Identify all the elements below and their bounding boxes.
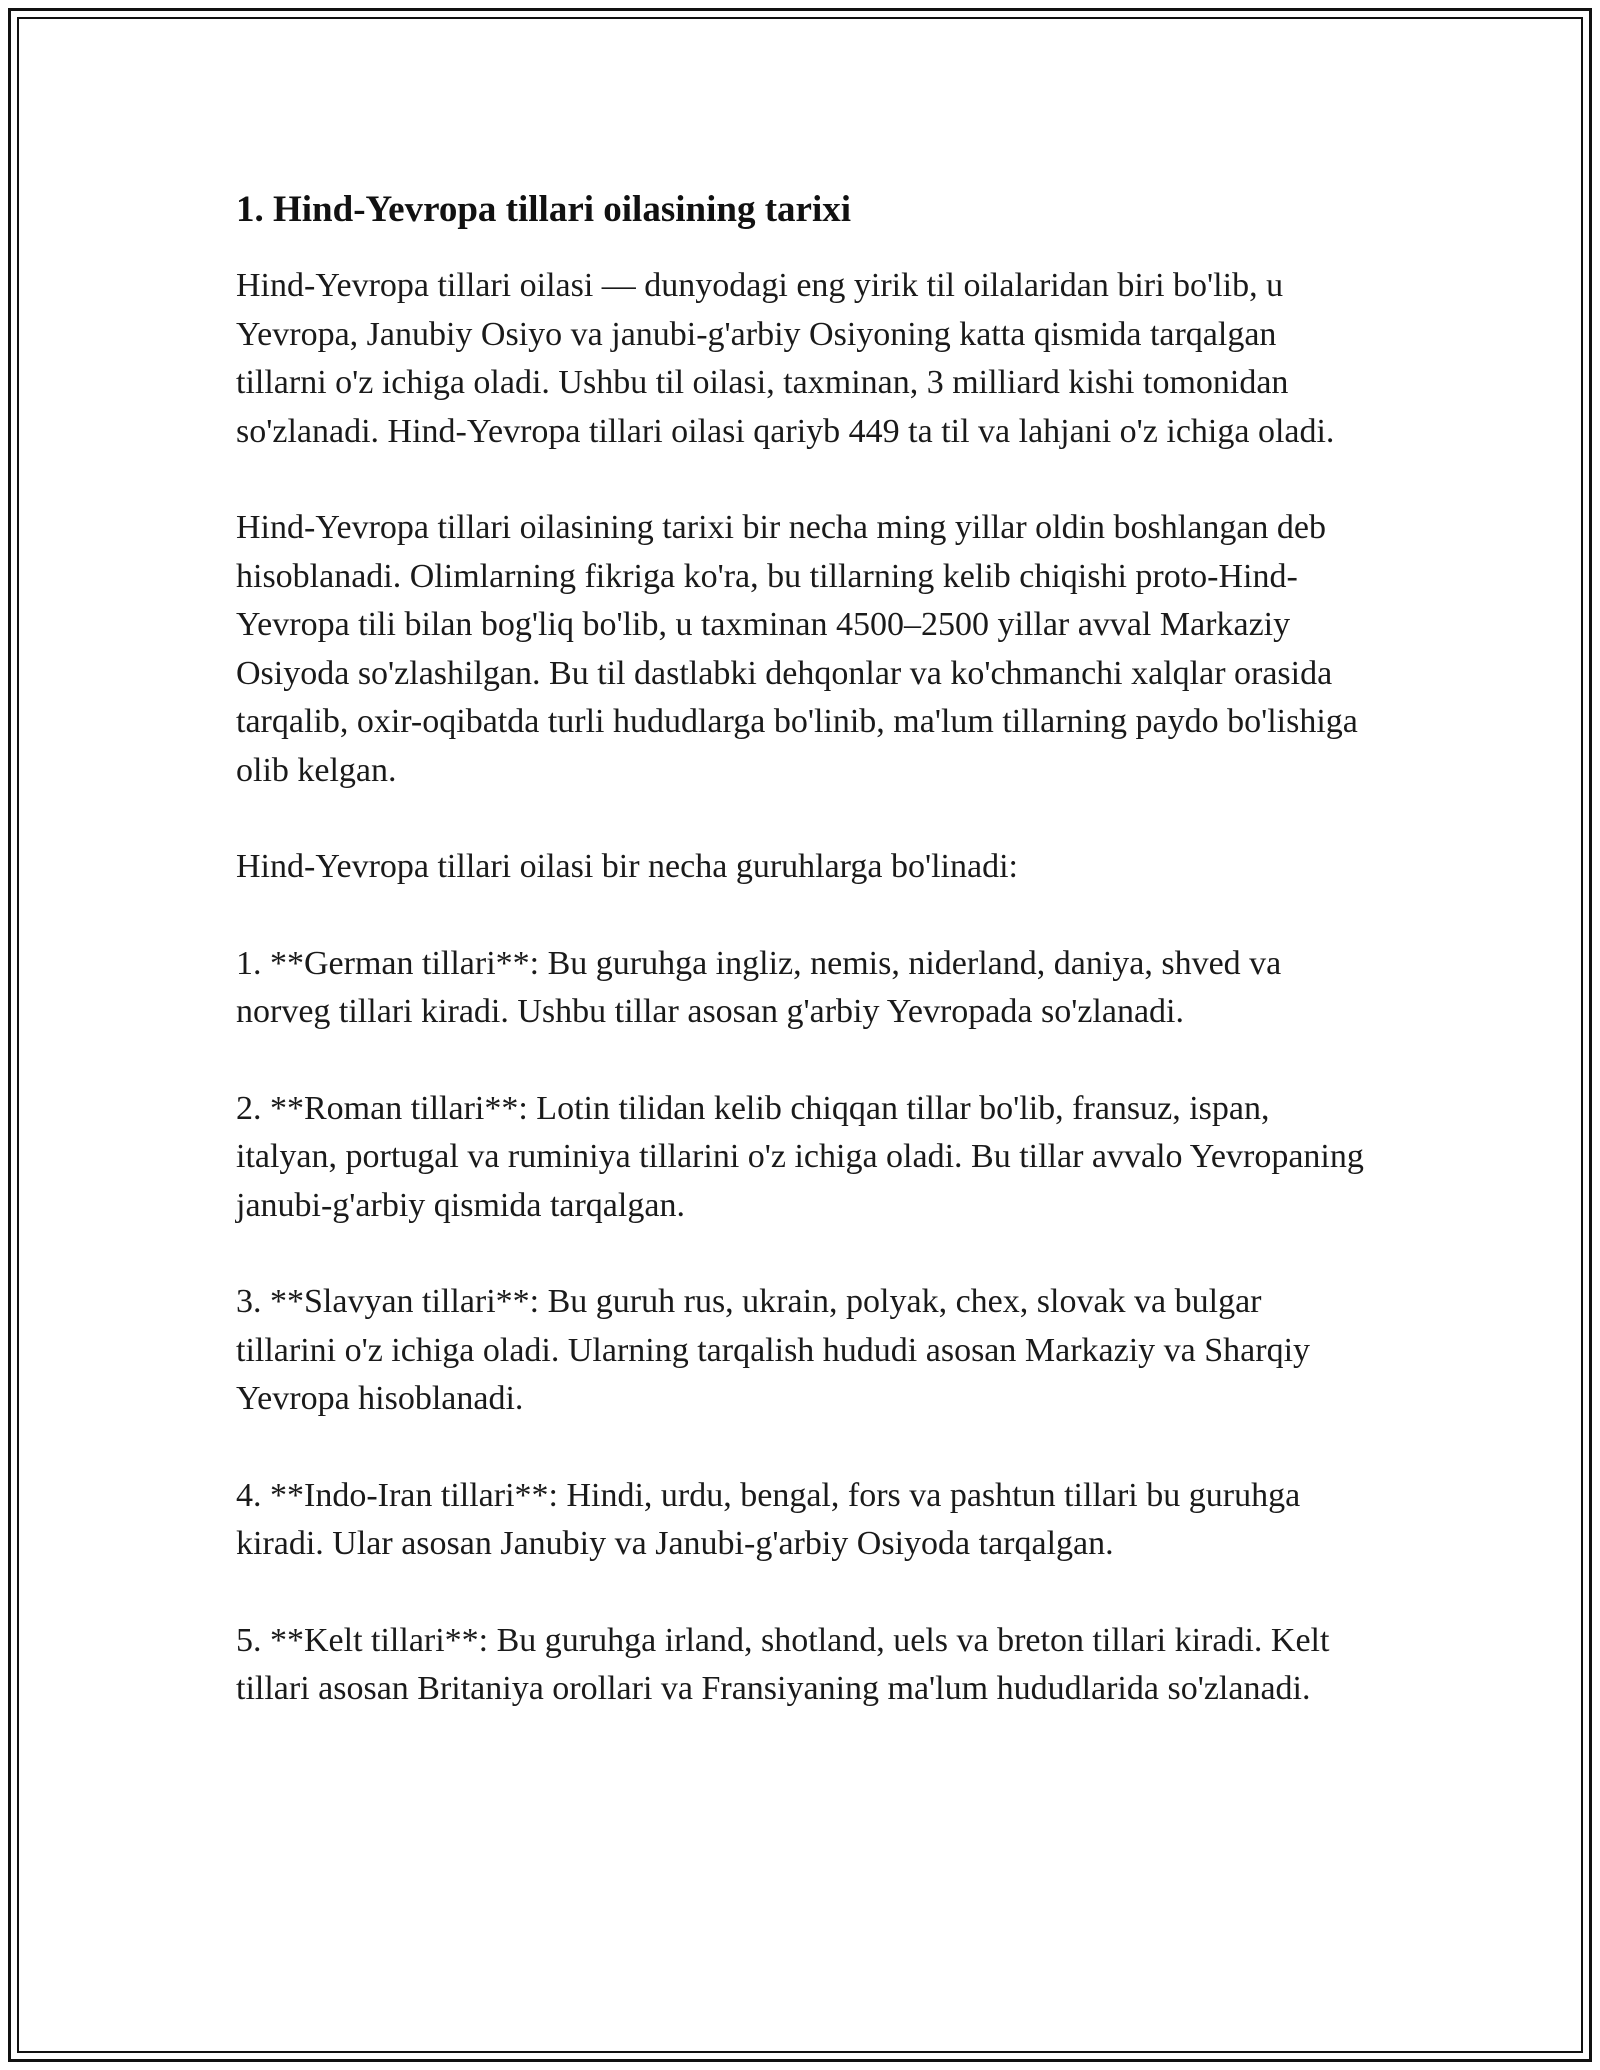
paragraph-groups-intro: Hind-Yevropa tillari oilasi bir necha guruhlarga bo'linadi: [236, 848, 1018, 885]
document-title: 1. Hind-Yevropa tillari oilasining tarixi [236, 189, 851, 230]
document-body [236, 184, 1366, 1714]
list-item-german: 1. **German tillari**: Bu guruhga ingliz, nemis, niderland, daniya, shved va norveg tillari kiradi. Ushbu tillar asosan g'arbiy Yevropada so'zlanadi. [236, 944, 1282, 1030]
paragraph-history: Hind-Yevropa tillari oilasining tarixi bir necha ming yillar oldin boshlangan deb hisoblanadi. Olimlarning fikriga ko'ra, bu tillarning kelib chiqishi proto-Hind-Yevropa tili bilan bog'liq bo'lib, u taxminan 4500–2500 yillar avval Markaziy Osiyoda so'zlashilgan. Bu til dastlabki dehqonlar va ko'chmanchi xalqlar orasida tarqalib, oxir-oqibatda turli hududlarga bo'linib, ma'lum tillarning paydo bo'lishiga olib kelgan. [236, 509, 1358, 789]
list-item-roman: 2. **Roman tillari**: Lotin tilidan kelib chiqqan tillar bo'lib, fransuz, ispan, italyan, portugal va ruminiya tillarini o'z ichiga oladi. Bu tillar avvalo Yevropaning janubi-g'arbiy qismida tarqalgan. [236, 1089, 1364, 1224]
list-item-kelt: 5. **Kelt tillari**: Bu guruhga irland, shotland, uels va breton tillari kiradi. Kelt tillari asosan Britaniya orollari va Fransiyaning ma'lum hududlarida so'zlanadi. [236, 1621, 1330, 1707]
list-item-slavyan: 3. **Slavyan tillari**: Bu guruh rus, ukrain, polyak, chex, slovak va bulgar tillarini o'z ichiga oladi. Ularning tarqalish hududi asosan Markaziy va Sharqiy Yevropa hisoblanadi. [236, 1283, 1311, 1417]
list-item-indo-iran: 4. **Indo-Iran tillari**: Hindi, urdu, bengal, fors va pashtun tillari bu guruhga kiradi. Ular asosan Janubiy va Janubi-g'arbiy Osiyoda tarqalgan. [236, 1476, 1301, 1562]
paragraph-intro: Hind-Yevropa tillari oilasi — dunyodagi eng yirik til oilalaridan biri bo'lib, u Yevropa, Janubiy Osiyo va janubi-g'arbiy Osiyoning katta qismida tarqalgan tillarni o'z ichiga oladi. Ushbu til oilasi, taxminan, 3 milliard kishi tomonidan so'zlanadi. Hind-Yevropa tillari oilasi qariyb 449 ta til va lahjani o'z ichiga oladi. [236, 267, 1335, 450]
